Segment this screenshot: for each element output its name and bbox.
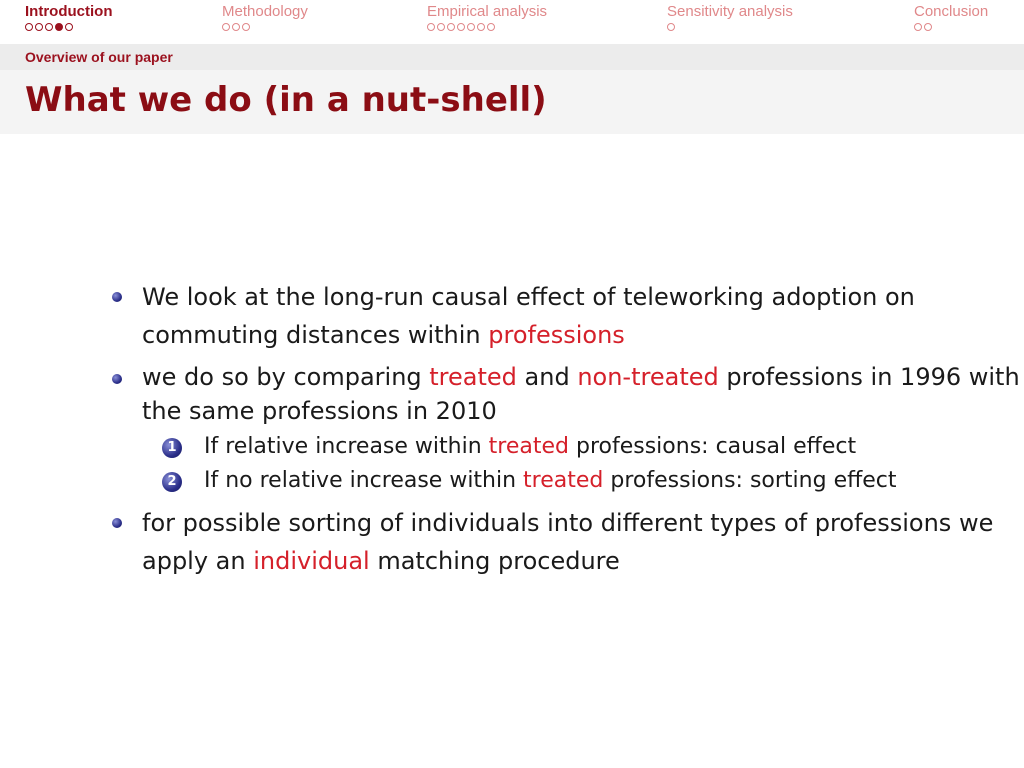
frame-title: What we do (in a nut-shell) — [25, 80, 547, 120]
nav-section-label: Introduction — [25, 3, 113, 20]
bullet-text: matching procedure — [369, 547, 620, 575]
bullet-icon — [112, 374, 122, 384]
nav-dot[interactable] — [232, 23, 240, 31]
bullet-text: we do so by comparing — [142, 363, 430, 391]
enum-text: professions: sorting effect — [603, 468, 897, 493]
nav-section-label: Conclusion — [914, 3, 989, 20]
nav-dot[interactable] — [35, 23, 43, 31]
subsection-bar — [0, 44, 1024, 70]
nav-dot[interactable] — [437, 23, 445, 31]
highlight-text: professions — [488, 321, 625, 349]
highlight-text: treated — [488, 434, 569, 459]
nav-dots-sensitivity-analysis — [667, 23, 793, 31]
nav-dot[interactable] — [222, 23, 230, 31]
nav-section-introduction[interactable] — [25, 3, 112, 31]
highlight-text: treated — [429, 363, 517, 391]
nav-dot[interactable] — [45, 23, 53, 31]
nav-dot[interactable] — [467, 23, 475, 31]
bullet-item — [0, 504, 1024, 580]
nav-dot[interactable] — [25, 23, 33, 31]
bullet-icon — [112, 518, 122, 528]
nav-section-label: Empirical analysis — [427, 3, 548, 20]
nav-dot[interactable] — [914, 23, 922, 31]
highlight-text: treated — [523, 468, 604, 493]
nav-dot[interactable] — [924, 23, 932, 31]
nav-dot-current[interactable] — [55, 23, 63, 31]
nav-dot[interactable] — [447, 23, 455, 31]
nav-section-conclusion[interactable] — [914, 3, 988, 31]
nav-section-methodology[interactable] — [222, 3, 308, 31]
nav-section-label: Sensitivity analysis — [667, 3, 793, 20]
nav-dots-introduction — [25, 23, 112, 31]
nav-dot[interactable] — [65, 23, 73, 31]
enum-text: professions: causal effect — [569, 434, 857, 459]
enum-text: If no relative increase within — [204, 468, 524, 493]
nav-section-label: Methodology — [222, 3, 308, 20]
nav-dots-conclusion — [914, 23, 988, 31]
highlight-text: non-treated — [577, 363, 719, 391]
bullet-text: We look at the long-run causal effect of teleworking adoption on commuting distances within — [142, 283, 915, 349]
bullet-text: and — [516, 363, 578, 391]
nav-dot[interactable] — [667, 23, 675, 31]
highlight-text: individual — [253, 547, 370, 575]
enumerated-item — [0, 464, 1024, 498]
nav-dots-methodology — [222, 23, 308, 31]
nav-dot[interactable] — [457, 23, 465, 31]
enum-text: If relative increase within — [204, 434, 489, 459]
bullet-text: professions in 1996 with the same professions in 2010 — [142, 363, 1020, 425]
nav-dot[interactable] — [427, 23, 435, 31]
nav-section-sensitivity-analysis[interactable] — [667, 3, 793, 31]
section-navigation — [0, 0, 1024, 44]
enumerated-list — [0, 430, 1024, 498]
enumeration-number-icon: 1 — [162, 438, 182, 458]
nav-dots-empirical-analysis — [427, 23, 547, 31]
nav-dot[interactable] — [242, 23, 250, 31]
nav-dot[interactable] — [477, 23, 485, 31]
bullet-text: for possible sorting of individuals into different types of professions we apply an — [142, 509, 994, 575]
enumerated-item — [0, 430, 1024, 464]
nav-section-empirical-analysis[interactable] — [427, 3, 547, 31]
bullet-icon — [112, 292, 122, 302]
bullet-item — [0, 360, 1024, 428]
enumeration-number-icon: 2 — [162, 472, 182, 492]
subsection-title: Overview of our paper — [25, 49, 173, 65]
slide-content — [0, 278, 1024, 580]
frame-title-bar — [0, 70, 1024, 134]
bullet-item — [0, 278, 1024, 354]
nav-dot[interactable] — [487, 23, 495, 31]
